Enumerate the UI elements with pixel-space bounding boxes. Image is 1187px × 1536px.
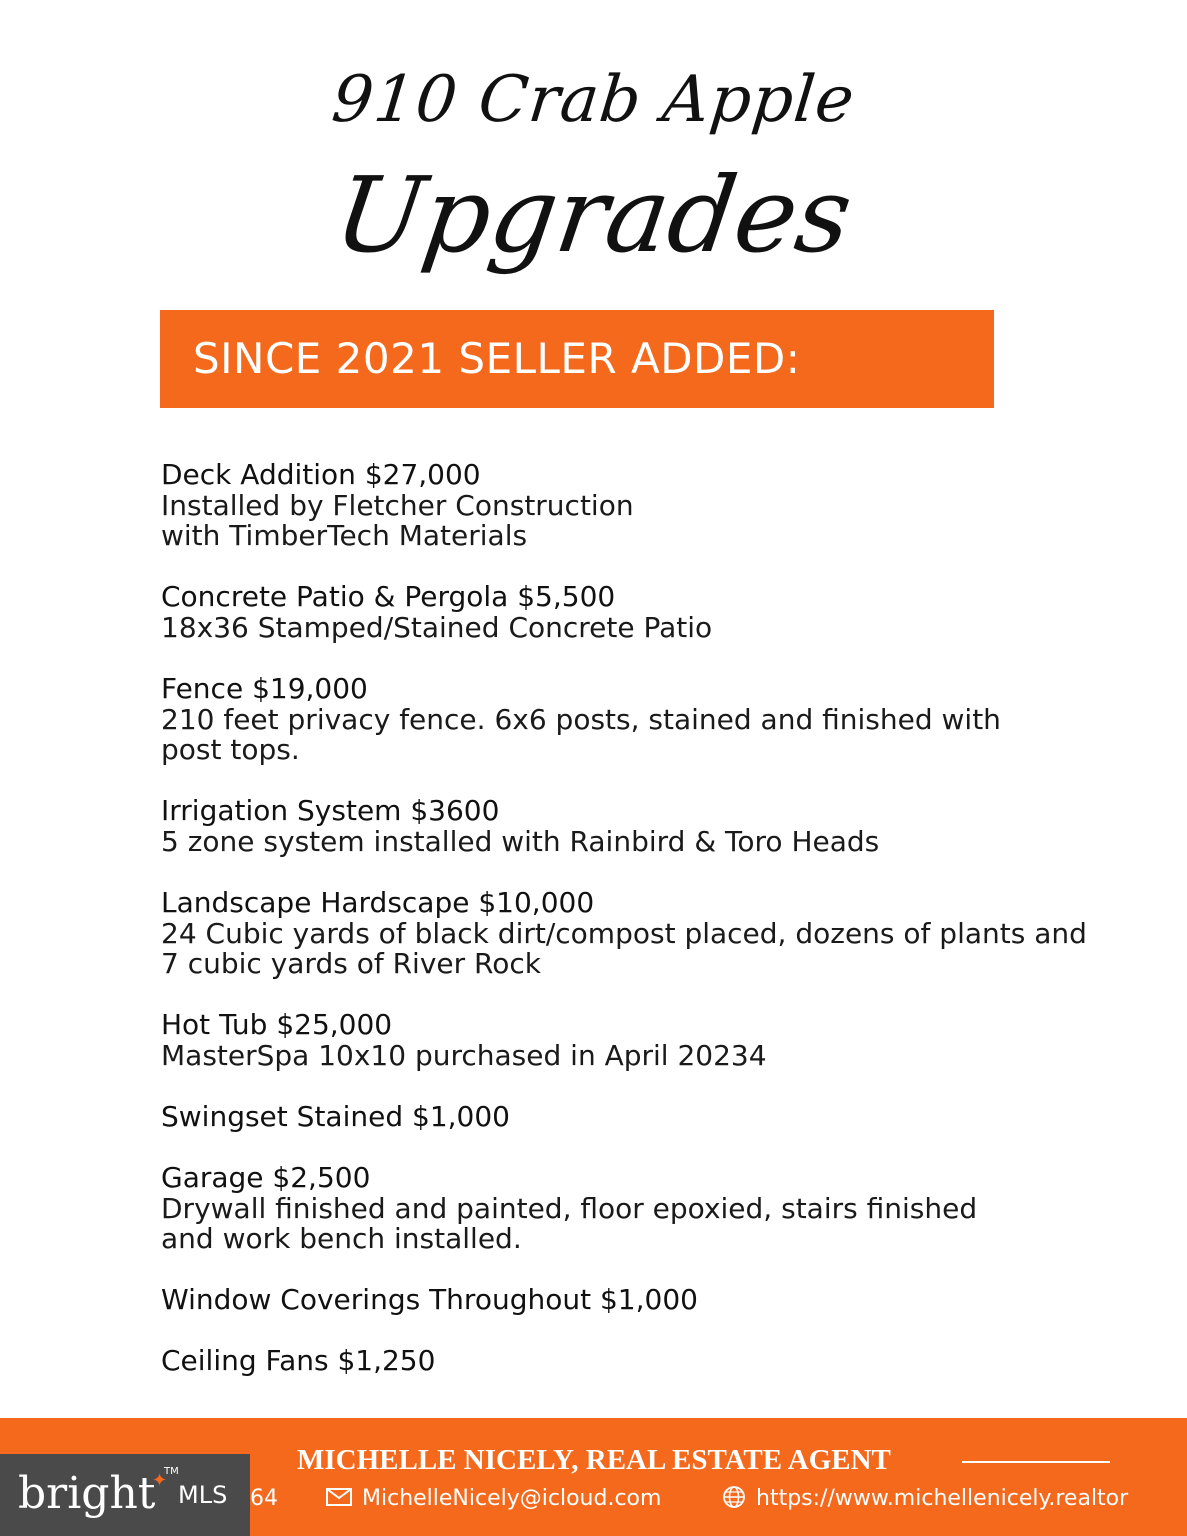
upgrade-heading: Fence $19,000 — [161, 671, 368, 705]
bright-logo-text: bright — [18, 1468, 156, 1519]
website-link[interactable]: https://www.michellenicely.realtor — [756, 1486, 1129, 1511]
upgrade-heading: Garage $2,500 — [161, 1161, 371, 1194]
email-link[interactable]: MichelleNicely@icloud.com — [362, 1486, 662, 1511]
upgrade-item — [161, 1010, 1187, 1071]
upgrade-item — [161, 1346, 1187, 1377]
upgrade-item — [161, 460, 1187, 552]
upgrade-item — [161, 796, 1187, 857]
upgrade-description: 18x36 Stamped/Stained Concrete Patio — [161, 610, 713, 644]
upgrade-description: Drywall finished and painted, floor epoxied, stairs finished — [161, 1191, 978, 1225]
upgrade-item — [161, 885, 1187, 981]
agent-name: MICHELLE NICELY, REAL ESTATE AGENT — [297, 1444, 891, 1476]
upgrade-description: 24 Cubic yards of black dirt/compost placed, dozens of plants and — [161, 916, 1087, 950]
trademark-mark: TM — [164, 1466, 179, 1477]
upgrade-description: MasterSpa 10x10 purchased in April 20234 — [161, 1038, 767, 1072]
upgrade-description: 210 feet privacy fence. 6x6 posts, stained and finished with — [161, 702, 1001, 736]
upgrade-heading: Swingset Stained $1,000 — [161, 1099, 510, 1133]
upgrade-item — [161, 1099, 1187, 1133]
upgrade-heading: Ceiling Fans $1,250 — [161, 1344, 436, 1378]
upgrade-list — [161, 460, 1187, 1407]
upgrade-item — [161, 671, 1187, 767]
upgrade-heading: Landscape Hardscape $10,000 — [161, 885, 595, 919]
page-title-line2: Upgrades — [327, 154, 860, 276]
star-icon: ✦ — [152, 1470, 168, 1491]
upgrade-heading: Hot Tub $25,000 — [161, 1008, 393, 1042]
upgrade-description: post tops. — [161, 733, 300, 767]
upgrade-heading: Concrete Patio & Pergola $5,500 — [161, 580, 616, 614]
upgrade-heading: Irrigation System $3600 — [161, 794, 500, 828]
bright-mls-watermark — [0, 1454, 250, 1536]
upgrade-item — [161, 1163, 1187, 1255]
phone-fragment: 64 — [250, 1486, 278, 1511]
page-title-line1: 910 Crab Apple — [328, 63, 859, 137]
globe-icon — [722, 1485, 746, 1514]
section-banner — [160, 310, 994, 408]
upgrade-heading: Window Coverings Throughout $1,000 — [161, 1283, 698, 1317]
banner-text: SINCE 2021 SELLER ADDED: — [193, 334, 801, 383]
upgrade-description: Installed by Fletcher Construction — [161, 488, 634, 522]
upgrade-item — [161, 1285, 1187, 1316]
upgrade-description: and work bench installed. — [161, 1222, 522, 1256]
upgrade-description: 5 zone system installed with Rainbird & Toro Heads — [161, 824, 880, 858]
mls-label: MLS — [178, 1481, 228, 1509]
upgrade-item — [161, 582, 1187, 643]
footer-divider — [962, 1461, 1110, 1463]
upgrade-description: with TimberTech Materials — [161, 519, 528, 553]
email-contact[interactable] — [326, 1484, 661, 1514]
envelope-icon — [326, 1488, 352, 1511]
upgrade-heading: Deck Addition $27,000 — [161, 458, 481, 491]
upgrade-description: 7 cubic yards of River Rock — [161, 947, 541, 981]
website-contact[interactable] — [722, 1484, 1128, 1514]
